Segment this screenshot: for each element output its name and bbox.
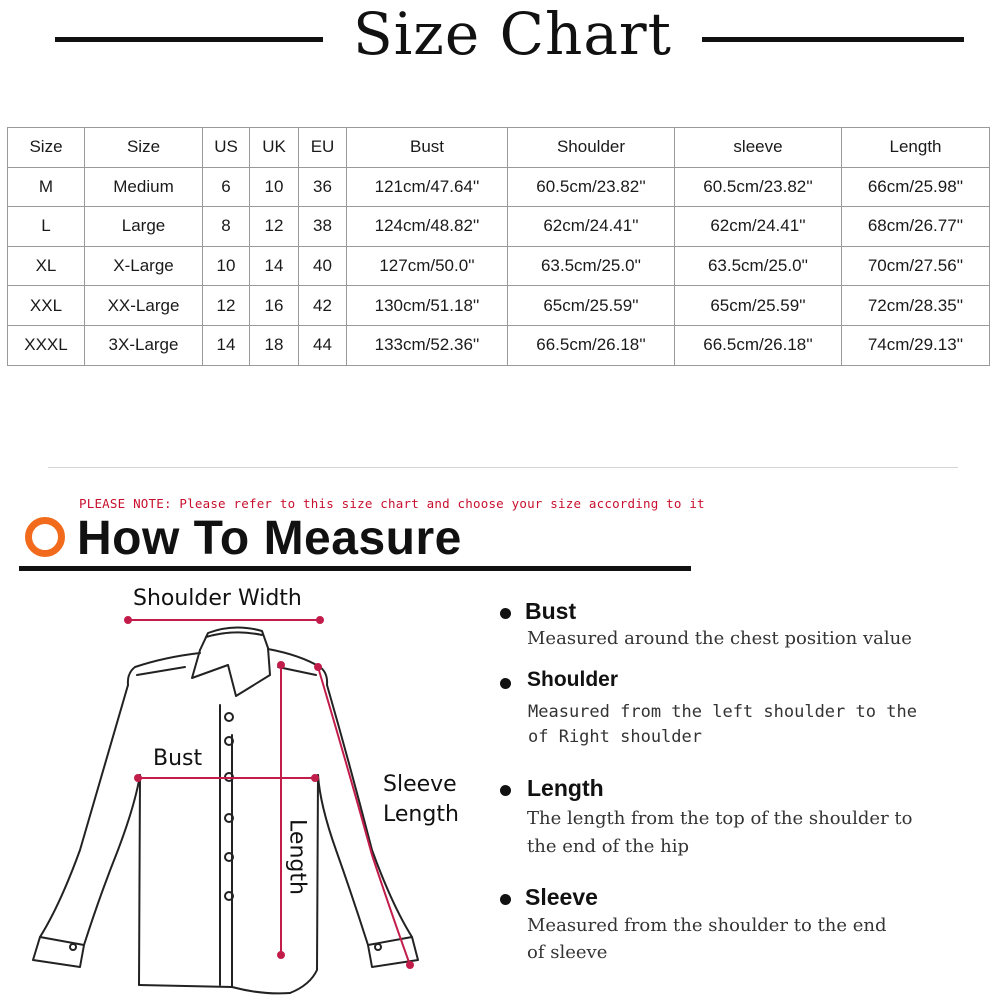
sleeve-label-line: Length: [383, 802, 459, 827]
desc-body-line: Measured from the shoulder to the end: [527, 915, 887, 936]
table-cell: 3X-Large: [85, 325, 203, 365]
table-cell: 62cm/24.41'': [675, 207, 842, 247]
table-cell: 36: [299, 167, 347, 207]
desc-body-line: the end of the hip: [527, 836, 689, 857]
table-cell: 72cm/28.35'': [842, 286, 990, 326]
table-cell: 63.5cm/25.0'': [508, 246, 675, 286]
table-row: [8, 167, 990, 207]
desc-body-line: of sleeve: [527, 942, 608, 963]
header-cell: sleeve: [675, 128, 842, 168]
table-row: [8, 286, 990, 326]
orange-circle-icon: [25, 517, 65, 557]
table-cell: 121cm/47.64'': [347, 167, 508, 207]
header-cell: Length: [842, 128, 990, 168]
desc-body-line: of Right shoulder: [528, 727, 702, 747]
desc-title-length: Length: [527, 775, 604, 801]
table-cell: 66.5cm/26.18'': [508, 325, 675, 365]
length-label: Length: [284, 819, 310, 895]
table-cell: 12: [203, 286, 250, 326]
table-cell: 66.5cm/26.18'': [675, 325, 842, 365]
table-cell: XXXL: [8, 325, 85, 365]
page-title: Size Chart: [353, 0, 672, 68]
bullet-icon: [500, 894, 511, 905]
table-cell: 14: [203, 325, 250, 365]
header-cell: Size: [8, 128, 85, 168]
header-cell: Bust: [347, 128, 508, 168]
table-cell: 38: [299, 207, 347, 247]
header-cell: US: [203, 128, 250, 168]
table-cell: Medium: [85, 167, 203, 207]
table-cell: 65cm/25.59'': [508, 286, 675, 326]
table-cell: 124cm/48.82'': [347, 207, 508, 247]
table-cell: 130cm/51.18'': [347, 286, 508, 326]
table-cell: 40: [299, 246, 347, 286]
bullet-icon: [500, 785, 511, 796]
table-cell: 42: [299, 286, 347, 326]
desc-title-sleeve: Sleeve: [525, 884, 598, 910]
table-row: [8, 246, 990, 286]
table-cell: L: [8, 207, 85, 247]
table-cell: 60.5cm/23.82'': [675, 167, 842, 207]
header-cell: EU: [299, 128, 347, 168]
desc-title-shoulder: Shoulder: [527, 668, 619, 691]
table-cell: 133cm/52.36'': [347, 325, 508, 365]
table-row: [8, 325, 990, 365]
bullet-icon: [500, 678, 511, 689]
table-cell: 68cm/26.77'': [842, 207, 990, 247]
desc-body-line: Measured from the left shoulder to the: [528, 702, 917, 722]
table-cell: 62cm/24.41'': [508, 207, 675, 247]
table-cell: 8: [203, 207, 250, 247]
bust-label: Bust: [153, 746, 203, 771]
table-cell: 70cm/27.56'': [842, 246, 990, 286]
table-cell: X-Large: [85, 246, 203, 286]
table-row: [8, 207, 990, 247]
table-cell: 12: [250, 207, 299, 247]
table-cell: 63.5cm/25.0'': [675, 246, 842, 286]
desc-title-bust: Bust: [525, 598, 577, 624]
header-cell: UK: [250, 128, 299, 168]
table-cell: 60.5cm/23.82'': [508, 167, 675, 207]
sleeve-label-line: Sleeve: [383, 772, 457, 797]
table-cell: 65cm/25.59'': [675, 286, 842, 326]
table-cell: XX-Large: [85, 286, 203, 326]
table-header-row: [8, 128, 990, 168]
bullet-icon: [500, 608, 511, 619]
header-cell: Size: [85, 128, 203, 168]
table-cell: 127cm/50.0'': [347, 246, 508, 286]
section-divider: [48, 467, 958, 468]
table-cell: XXL: [8, 286, 85, 326]
shoulder-width-label: Shoulder Width: [133, 586, 302, 611]
title-rule-left: [55, 37, 323, 42]
table-cell: 16: [250, 286, 299, 326]
size-table: [7, 127, 990, 366]
table-cell: XL: [8, 246, 85, 286]
table-cell: 14: [250, 246, 299, 286]
table-cell: 18: [250, 325, 299, 365]
table-cell: 10: [250, 167, 299, 207]
table-cell: 10: [203, 246, 250, 286]
table-cell: 44: [299, 325, 347, 365]
sleeve-length-label: [383, 770, 459, 830]
table-cell: 6: [203, 167, 250, 207]
desc-body-line: Measured around the chest position value: [527, 628, 912, 649]
please-note: PLEASE NOTE: Please refer to this size chart and choose your size according to it: [79, 496, 705, 511]
table-cell: 66cm/25.98'': [842, 167, 990, 207]
table-cell: Large: [85, 207, 203, 247]
title-rule-right: [702, 37, 964, 42]
table-cell: M: [8, 167, 85, 207]
desc-body-line: The length from the top of the shoulder to: [527, 808, 913, 829]
heading-underline: [19, 566, 691, 571]
header-cell: Shoulder: [508, 128, 675, 168]
table-cell: 74cm/29.13'': [842, 325, 990, 365]
how-to-measure-title: How To Measure: [77, 512, 462, 565]
